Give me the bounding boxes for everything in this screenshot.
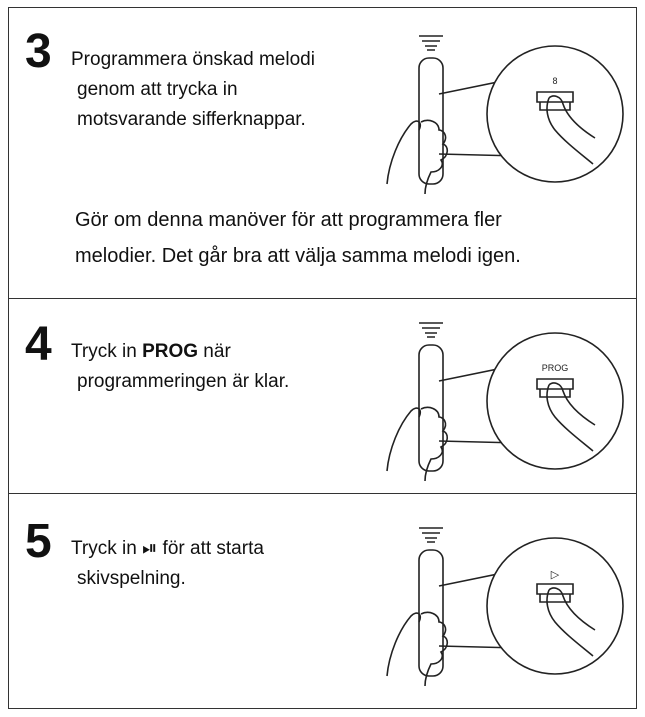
step-note (75, 202, 521, 274)
step-number: 5 (25, 515, 52, 568)
zoom-circle (487, 333, 623, 469)
zoom-circle (487, 538, 623, 674)
instruction-line: skivspelning. (77, 568, 186, 589)
step-instruction (71, 45, 315, 135)
signal-icon (419, 36, 443, 50)
remote-control-illustration (369, 518, 629, 688)
button-label: 8 (552, 76, 558, 86)
prog-button-name: PROG (142, 341, 199, 362)
step-3-panel (8, 7, 637, 299)
signal-icon (419, 323, 443, 337)
signal-icon (419, 528, 443, 542)
note-line: melodier. Det går bra att välja samma melodi igen. (75, 245, 521, 267)
step-instruction (71, 337, 289, 397)
remote-control-illustration (369, 26, 629, 196)
step-number: 4 (25, 318, 52, 371)
instruction-line: genom att trycka in (77, 79, 238, 100)
instruction-line (71, 337, 289, 367)
instruction-line: motsvarande sifferknappar. (77, 109, 306, 130)
step-4-panel (8, 298, 637, 494)
instruction-line: programmeringen är klar. (77, 371, 290, 392)
instruction-text: när (198, 341, 231, 362)
remote-control-illustration (369, 313, 629, 483)
step-5-panel (8, 493, 637, 709)
note-line: Gör om denna manöver för att programmera fler (75, 209, 502, 231)
instruction-text: Tryck in (71, 341, 143, 362)
step-instruction (71, 534, 264, 594)
instruction-line: Tryck in ⏯ för att starta (71, 538, 264, 559)
step-number: 3 (25, 25, 52, 78)
button-label: PROG (541, 363, 569, 373)
zoom-circle (487, 46, 623, 182)
button-label: ▷ (550, 568, 560, 581)
instruction-line: Programmera önskad melodi (71, 49, 315, 70)
